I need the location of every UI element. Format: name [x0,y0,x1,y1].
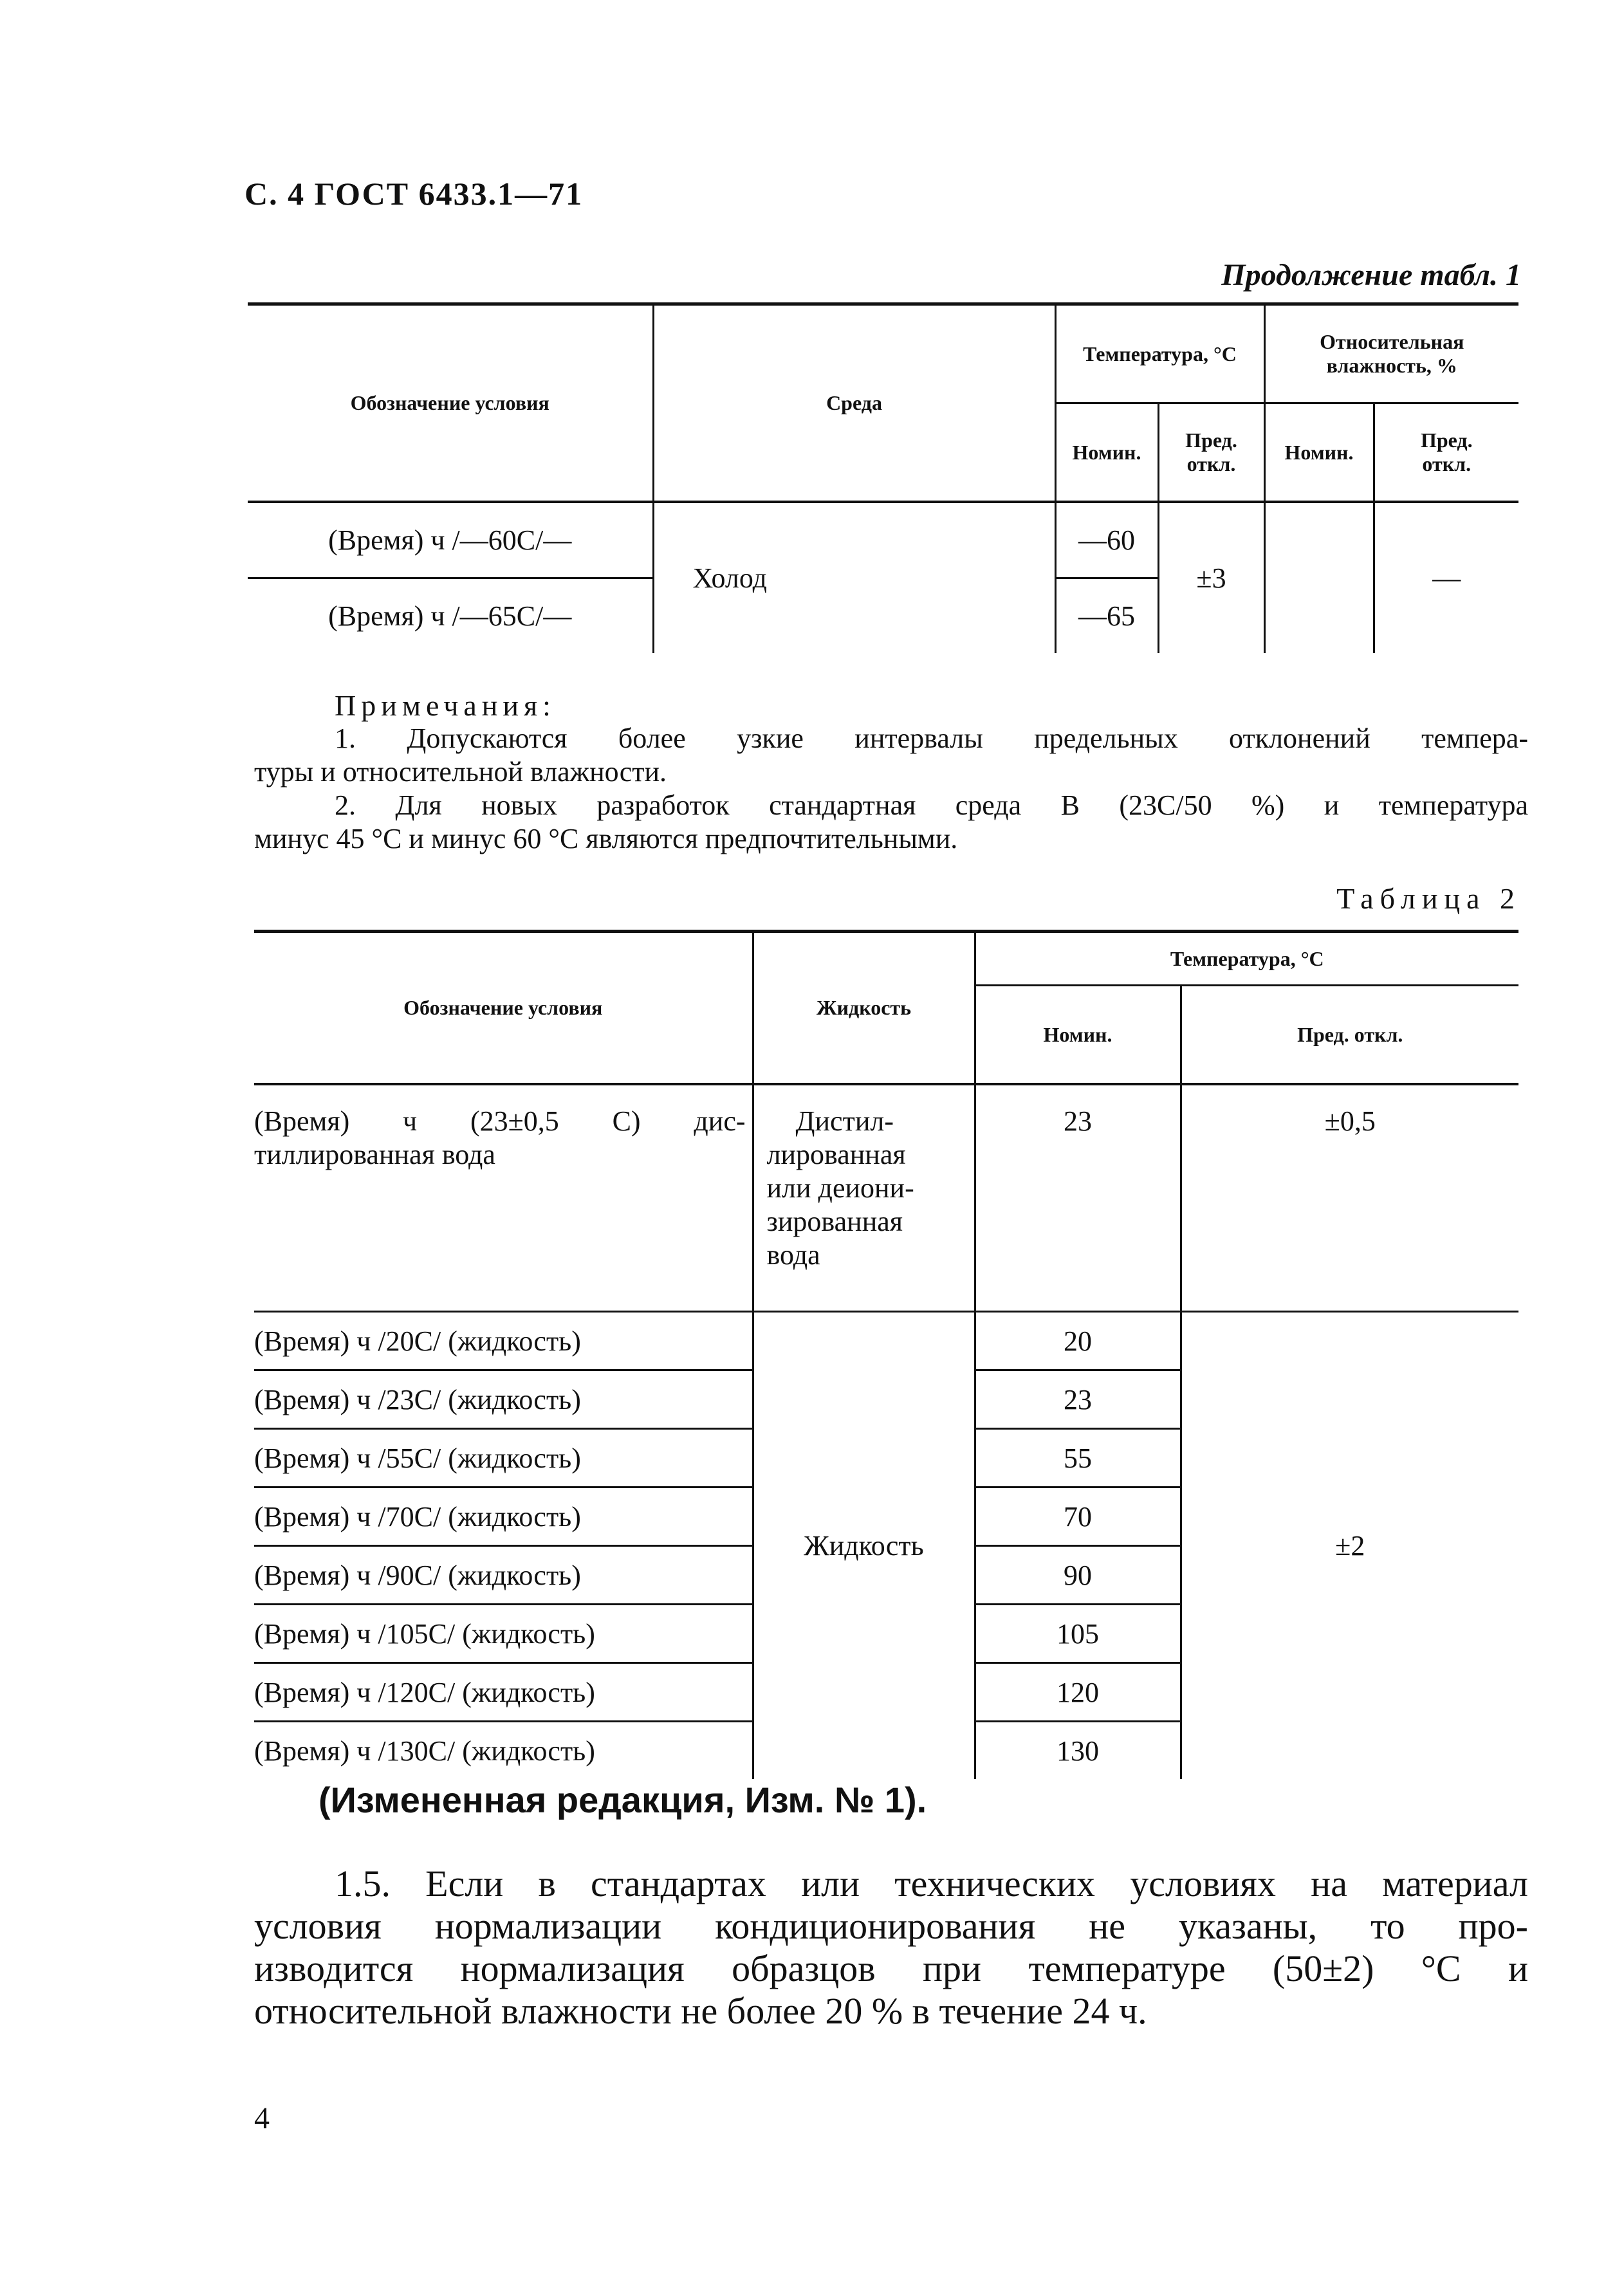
t1-header-hum-tolerance: Пред. откл. [1374,403,1518,502]
t1-hum-nominal [1264,502,1374,653]
t2-row-condition: (Время) ч /130С/ (жидкость) [254,1735,595,1767]
t2-row-condition: (Время) ч /70С/ (жидкость) [254,1488,753,1546]
t2-first-condition-line-2: тиллированная вода [254,1139,495,1170]
page-number: 4 [254,2101,270,2135]
t1-header-humidity: Относительная влажность, % [1264,304,1518,403]
t1-header-condition: Обозначение условия [248,304,653,502]
table2-label: Таблица 2 [1336,882,1521,915]
table1-continuation-label: Продолжение табл. 1 [1221,258,1521,292]
t2-row-condition: (Время) ч /120С/ (жидкость) [254,1663,753,1722]
t2-row-condition: (Время) ч /23С/ (жидкость) [254,1370,753,1429]
t2-header-condition: Обозначение условия [254,932,753,1085]
t1-temp-tolerance: ±3 [1158,502,1264,653]
t2-first-condition-line-1: (Время) ч (23±0,5 С) дис- [254,1105,746,1137]
page-header: С. 4 ГОСТ 6433.1—71 [245,176,584,212]
t1-row-condition: (Время) ч /—65С/— [328,600,572,632]
paragraph-line: изводится нормализация образцов при температуре (50±2) °С и [254,1948,1528,1989]
t2-row-condition: (Время) ч /105С/ (жидкость) [254,1605,753,1663]
t1-hum-tolerance: — [1374,502,1518,653]
t1-row-temp-nominal: —65 [1055,578,1158,654]
t2-group-tolerance: ±2 [1181,1312,1518,1780]
t2-row-nominal: 105 [975,1605,1181,1663]
t2-first-liquid-line: лированная [766,1139,906,1170]
t1-header-temp-tolerance: Пред. откл. [1158,403,1264,502]
t2-header-liquid: Жидкость [753,932,975,1085]
paragraph-line: 1.5. Если в стандартах или технических условиях на материал [335,1863,1528,1904]
note-2-line-2: минус 45 °С и минус 60 °С являются предпочтительными. [254,823,958,854]
t1-medium-cold: Холод [653,502,1055,653]
paragraph-line: условия нормализации кондиционирования не указаны, то про- [254,1905,1528,1947]
t2-row-nominal: 70 [975,1488,1181,1546]
t1-row-temp-nominal: —60 [1055,502,1158,578]
t2-first-liquid-line: Дистил- [795,1105,894,1137]
t2-row-nominal: 90 [975,1546,1181,1605]
note-1-line-2: туры и относительной влажности. [254,756,667,788]
note-2 [254,789,1528,856]
t1-row-condition: (Время) ч /—60С/— [248,502,653,578]
t1-header-hum-nominal: Номин. [1264,403,1374,502]
t2-row-nominal: 23 [975,1370,1181,1429]
t2-header-temperature: Температура, °С [975,932,1518,986]
t2-first-nominal: 23 [975,1084,1181,1312]
t2-row-condition: (Время) ч /20С/ (жидкость) [254,1312,753,1370]
t2-row-nominal: 130 [975,1722,1181,1780]
t2-row-nominal: 55 [975,1429,1181,1488]
t2-first-liquid [753,1084,975,1312]
table-1 [248,302,1518,653]
notes-title: Примечания: [335,689,556,722]
t2-row-condition: (Время) ч /90С/ (жидкость) [254,1546,753,1605]
t2-row-nominal: 120 [975,1663,1181,1722]
t2-header-nominal: Номин. [975,986,1181,1085]
t2-first-liquid-line: зированная [766,1206,903,1237]
t2-first-liquid-line: вода [766,1239,820,1271]
t2-header-tolerance: Пред. откл. [1181,986,1518,1085]
note-2-line-1: 2. Для новых разработок стандартная среда В (23С/50 %) и температура [335,789,1528,821]
note-1 [254,722,1528,789]
t2-first-liquid-line: или деиони- [766,1172,914,1204]
revision-note: (Измененная редакция, Изм. № 1). [318,1780,927,1820]
t2-first-tolerance: ±0,5 [1181,1084,1518,1312]
note-1-line-1: 1. Допускаются более узкие интервалы предельных отклонений темпера- [335,723,1528,754]
t1-header-medium: Среда [653,304,1055,502]
t1-header-temperature: Температура, °С [1055,304,1264,403]
t2-group-liquid: Жидкость [753,1312,975,1780]
paragraph-1-5 [254,1863,1528,2032]
t1-header-temp-nominal: Номин. [1055,403,1158,502]
t2-first-condition [254,1084,753,1312]
table-2 [254,930,1518,1779]
t2-row-nominal: 20 [975,1312,1181,1370]
paragraph-line: относительной влажности не более 20 % в течение 24 ч. [254,1990,1147,2032]
t2-row-condition: (Время) ч /55С/ (жидкость) [254,1429,753,1488]
